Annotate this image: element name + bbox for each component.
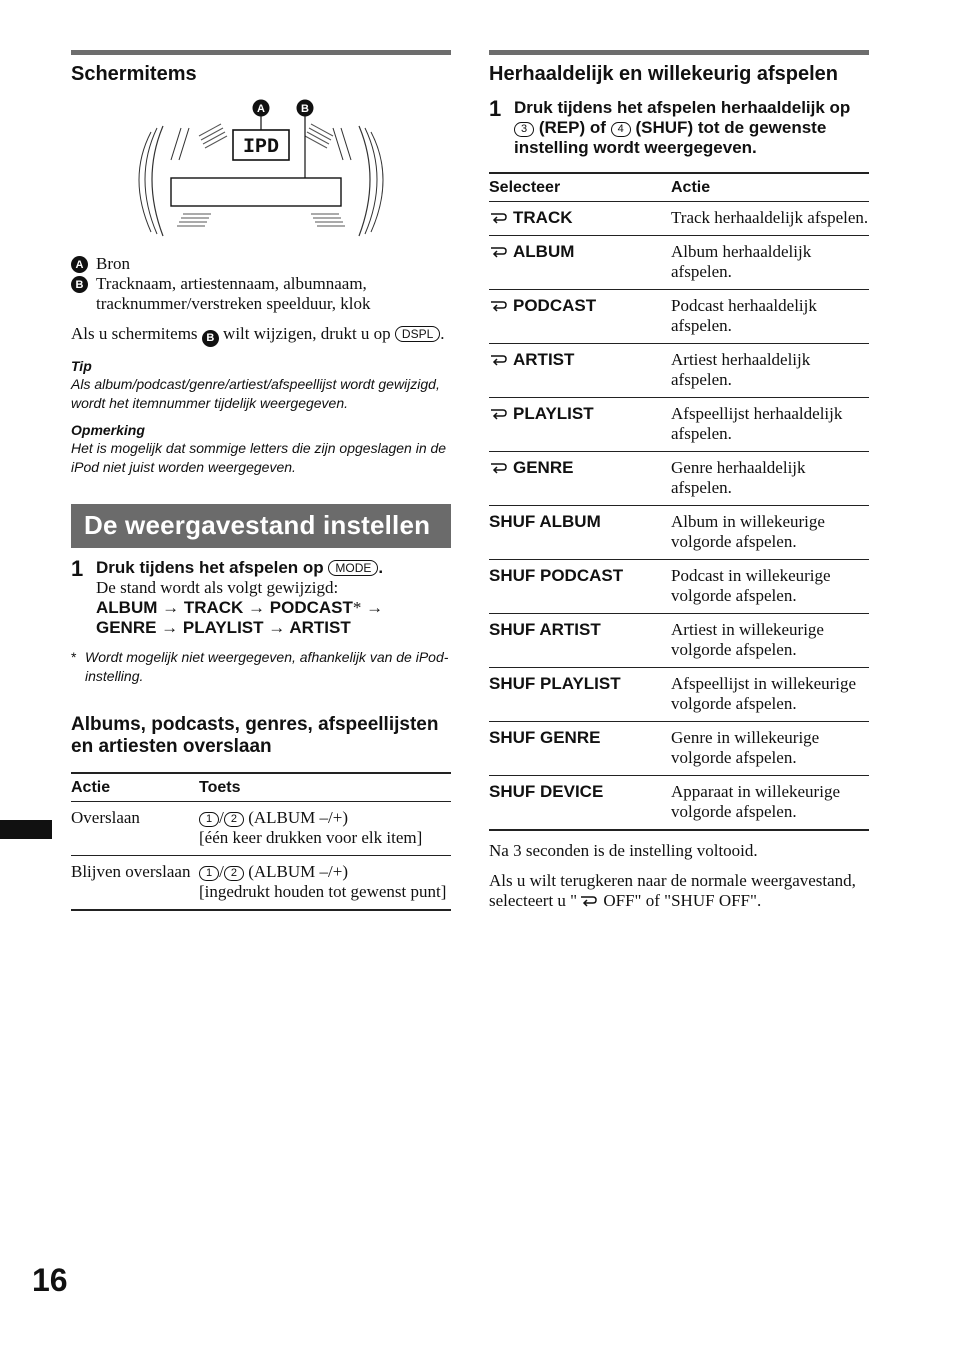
legend-item-b — [71, 274, 451, 314]
note-block — [71, 421, 451, 477]
tip-label: Tip — [71, 357, 92, 374]
action-description: Artiest herhaaldelijk afspelen. — [671, 343, 869, 397]
legend-item-a — [71, 254, 451, 274]
repeat-table — [489, 172, 869, 831]
inline-marker-b: B — [202, 330, 219, 347]
section-banner: De weergavestand instellen — [71, 504, 451, 548]
repeat-icon — [489, 407, 507, 420]
select-option: TRACK — [513, 208, 573, 227]
diagram-legend — [71, 254, 451, 314]
legend-marker-a: A — [71, 256, 88, 273]
select-option: SHUF PODCAST — [489, 565, 624, 585]
dspl-key: DSPL — [395, 326, 440, 342]
action-description: Podcast herhaaldelijk afspelen. — [671, 289, 869, 343]
action-description: Album herhaaldelijk afspelen. — [671, 235, 869, 289]
mode-sequence-line2: GENRE → PLAYLIST → ARTIST — [96, 617, 351, 637]
table-row: Blijven overslaan 1 / 2 (ALBUM –/+) [ingedrukt houden tot gewenst punt] — [71, 855, 451, 910]
left-column — [71, 50, 451, 911]
select-option: SHUF PLAYLIST — [489, 673, 621, 693]
legend-text-a: Bron — [96, 254, 130, 273]
action-description: Track herhaaldelijk afspelen. — [671, 202, 869, 236]
table-row: Overslaan 1 / 2 (ALBUM –/+) [één keer drukken voor elk item] — [71, 801, 451, 855]
section-title-repeat-shuffle: Herhaaldelijk en willekeurig afspelen — [489, 63, 839, 85]
mode-sequence: ALBUM → TRACK → PODCAST* → — [96, 597, 384, 617]
tip-text: Als album/podcast/genre/artiest/afspeellijst wordt gewijzigd, wordt het itemnummer tijdelijk weergegeven. — [71, 375, 440, 411]
table-row — [489, 613, 869, 667]
skip-header-key: Toets — [199, 773, 451, 802]
action-description: Album in willekeurige volgorde afspelen. — [671, 505, 869, 559]
step-subtext: De stand wordt als volgt gewijzigd: — [96, 577, 339, 597]
table-row — [489, 775, 869, 830]
table-row — [489, 397, 869, 451]
svg-text:B: B — [301, 103, 309, 115]
table-row — [489, 721, 869, 775]
svg-text:A: A — [257, 103, 265, 115]
mode-key: MODE — [328, 560, 378, 576]
repeat-step: 1 Druk tijdens het afspelen herhaaldelijk op 3 (REP) of 4 (SHUF) tot de gewenste instelling wordt weergegeven. — [489, 96, 851, 157]
step-number: 1 — [489, 96, 502, 121]
key-4: 4 — [611, 122, 631, 137]
select-option: PLAYLIST — [513, 403, 594, 423]
skip-header-action: Actie — [71, 773, 199, 802]
return-note: Als u wilt terugkeren naar de normale weergavestand, selecteert u " OFF" of "SHUF OFF". — [489, 870, 856, 910]
table-row — [489, 289, 869, 343]
table-row — [489, 451, 869, 505]
select-option: GENRE — [513, 457, 574, 477]
action-description: Podcast in willekeurige volgorde afspelen. — [671, 559, 869, 613]
repeat-icon — [489, 211, 507, 224]
section-rule — [71, 50, 451, 55]
action-description: Genre in willekeurige volgorde afspelen. — [671, 721, 869, 775]
repeat-icon — [579, 894, 597, 907]
legend-text-b: Tracknaam, artiestennaam, albumnaam, tracknummer/verstreken speelduur, klok — [96, 274, 371, 313]
repeat-icon — [489, 245, 507, 258]
display-illustration — [71, 98, 451, 248]
select-option: ALBUM — [513, 241, 575, 261]
table-row — [489, 202, 869, 236]
action-description: Apparaat in willekeurige volgorde afspelen. — [671, 775, 869, 830]
section-rule — [489, 50, 869, 55]
page-edge-tab — [0, 820, 52, 839]
action-description: Genre herhaaldelijk afspelen. — [671, 451, 869, 505]
table-row — [489, 235, 869, 289]
tip-block — [71, 357, 451, 413]
completion-note: Na 3 seconden is de instelling voltooid. — [489, 840, 758, 860]
table-row — [489, 505, 869, 559]
repeat-header-action: Actie — [671, 173, 869, 202]
page-number: 16 — [32, 1262, 68, 1298]
section-title-schermitems: Schermitems — [71, 63, 197, 85]
select-option: SHUF ARTIST — [489, 619, 601, 639]
mode-step: 1 Druk tijdens het afspelen op MODE . De stand wordt als volgt gewijzigd: ALBUM → TRACK → PODCAST* → GENRE → PLAYLIST → ARTIST — [71, 558, 451, 638]
select-option: SHUF GENRE — [489, 727, 601, 747]
table-row — [489, 559, 869, 613]
repeat-header-select: Selecteer — [489, 173, 671, 202]
note-text: Het is mogelijk dat sommige letters die zijn opgeslagen in de iPod niet juist worden weergegeven. — [71, 439, 447, 475]
action-description: Afspeellijst in willekeurige volgorde afspelen. — [671, 667, 869, 721]
table-row — [489, 343, 869, 397]
select-option: PODCAST — [513, 295, 597, 315]
repeat-icon — [489, 461, 507, 474]
repeat-icon — [489, 299, 507, 312]
table-row — [489, 667, 869, 721]
skip-table — [71, 772, 451, 911]
note-label: Opmerking — [71, 421, 145, 438]
key-3: 3 — [514, 122, 534, 137]
action-description: Afspeellijst herhaaldelijk afspelen. — [671, 397, 869, 451]
skip-heading: Albums, podcasts, genres, afspeellijsten en artiesten overslaan — [71, 713, 439, 757]
legend-marker-b: B — [71, 276, 88, 293]
action-description: Artiest in willekeurige volgorde afspelen. — [671, 613, 869, 667]
change-items-paragraph: Als u schermitems B wilt wijzigen, drukt u op DSPL . — [71, 324, 451, 347]
select-option: SHUF ALBUM — [489, 511, 601, 531]
display-diagram — [71, 98, 451, 248]
select-option: SHUF DEVICE — [489, 781, 604, 801]
display-ipd-text: IPD — [242, 136, 280, 159]
step-number: 1 — [71, 555, 84, 581]
repeat-table-body — [489, 202, 869, 830]
select-option: ARTIST — [513, 349, 575, 369]
repeat-icon — [489, 353, 507, 366]
right-column — [489, 50, 869, 911]
footnote: * Wordt mogelijk niet weergegeven, afhankelijk van de iPod-instelling. — [71, 648, 449, 684]
